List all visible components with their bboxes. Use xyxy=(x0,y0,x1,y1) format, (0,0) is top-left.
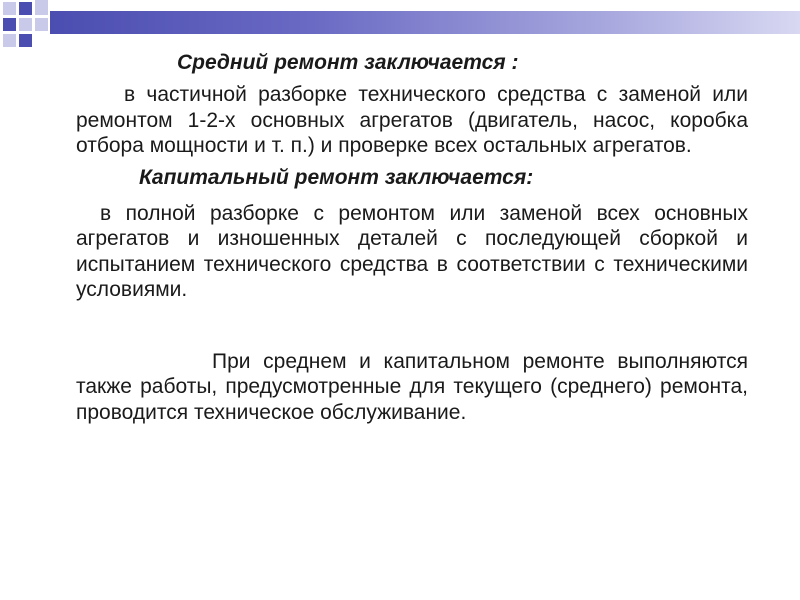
heading-capital-repair: Капитальный ремонт заключается: xyxy=(139,165,534,189)
decor-square xyxy=(3,2,16,15)
decor-square xyxy=(19,18,32,31)
header-decoration xyxy=(0,0,800,48)
slide-content xyxy=(76,48,748,425)
decor-square xyxy=(19,34,32,47)
text-common-repair: При среднем и капитальном ремонте выполняются также работы, предусмотренные для текущего (среднего) ремонта, проводится техническое обслуживание. xyxy=(76,349,748,424)
text-medium-repair: в частичной разборке технического средства с заменой или ремонтом 1-2-х основных агрегатов (двигатель, насос, коробка отбора мощности и т. п.) и проверке всех остальных агрегатов. xyxy=(76,83,748,157)
decor-square xyxy=(35,0,48,15)
heading-medium-repair: Средний ремонт заключается : xyxy=(177,51,519,74)
decor-square xyxy=(35,18,48,31)
header-bar xyxy=(50,11,800,34)
decor-square xyxy=(3,18,16,31)
text-capital-repair: в полной разборке с ремонтом или заменой всех основных агрегатов и изношенных деталей с последующей сборкой и испытанием технического средства в соответствии с техническими условиями. xyxy=(76,201,748,301)
decor-square xyxy=(3,34,16,47)
decor-square xyxy=(19,2,32,15)
